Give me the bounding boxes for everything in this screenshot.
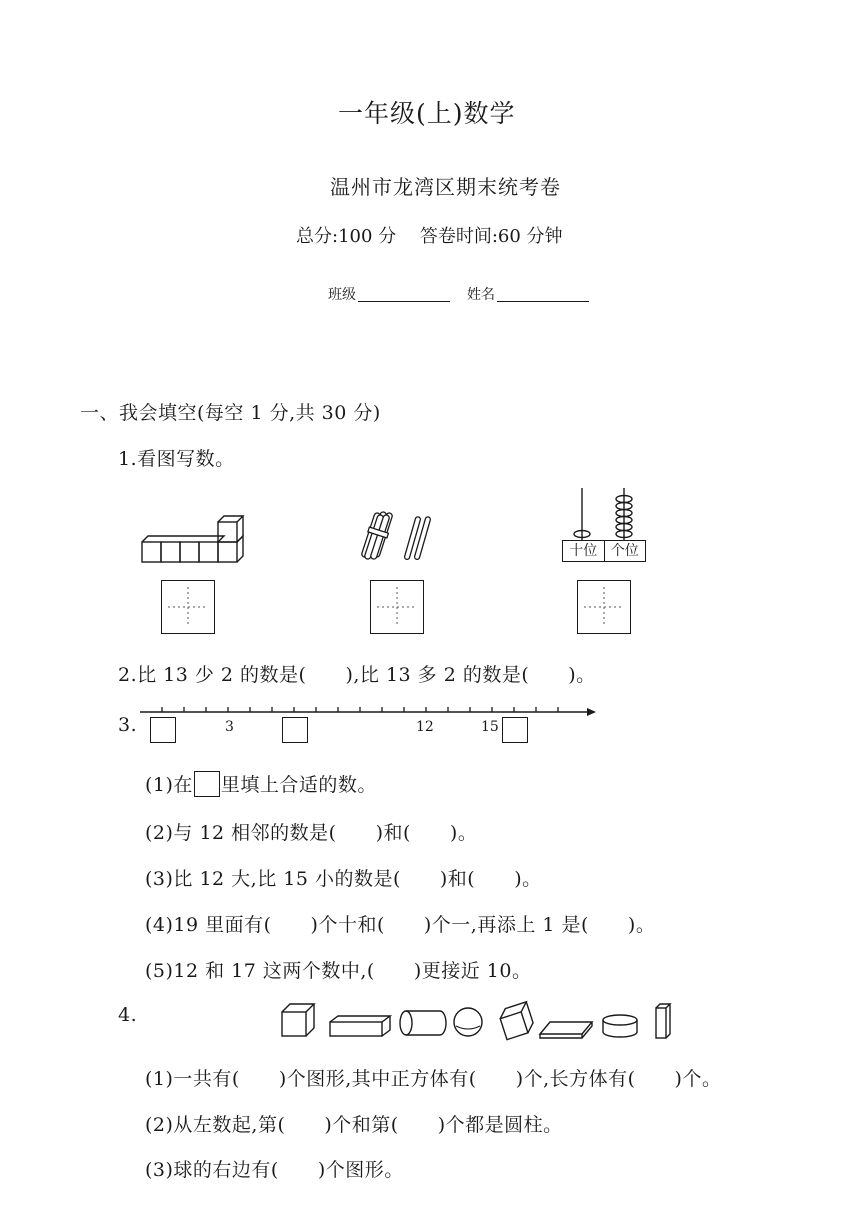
cylinder-shape-1 (400, 1011, 446, 1035)
q1-text: 1.看图写数。 (118, 448, 235, 470)
tick-label-3: 3 (225, 719, 234, 735)
cube-shape-2 (498, 1002, 536, 1040)
q3-sub2: (2)与 12 相邻的数是( )和( )。 (145, 822, 478, 844)
cylinder-shape-2 (603, 1015, 637, 1037)
q3-sub1-text-b: 里填上合适的数。 (220, 774, 377, 796)
section-heading: 一、我会填空(每空 1 分,共 30 分) (80, 402, 381, 424)
abacus-tens-label: 十位 (563, 541, 605, 561)
q2-text: 2.比 13 少 2 的数是( ),比 13 多 2 的数是( )。 (118, 664, 596, 686)
q3-sub1-text-a: (1)在 (145, 774, 193, 796)
tick-label-12: 12 (416, 719, 434, 735)
exam-meta: 总分:100 分 答卷时间:60 分钟 (296, 226, 563, 247)
sphere-shape (454, 1008, 482, 1036)
exam-subtitle: 温州市龙湾区期末统考卷 (330, 175, 561, 199)
numberline-box-1[interactable] (150, 717, 176, 743)
q3-sub5: (5)12 和 17 这两个数中,( )更接近 10。 (145, 960, 532, 982)
inline-box-icon (194, 771, 220, 797)
cuboid-shape-3 (656, 1004, 670, 1038)
q4-sub3: (3)球的右边有( )个图形。 (145, 1159, 404, 1181)
number-line-arrow-icon (587, 708, 596, 716)
cube-shape-1 (282, 1004, 314, 1036)
q4-sub1: (1)一共有( )个图形,其中正方体有( )个,长方体有( )个。 (145, 1068, 722, 1090)
class-label: 班级 (328, 287, 356, 303)
cuboid-shape-2 (540, 1022, 592, 1038)
cuboid-shape-1 (330, 1016, 390, 1036)
q3-sub1 (145, 770, 377, 797)
numberline-box-3[interactable] (502, 717, 528, 743)
q4-number: 4. (118, 1004, 138, 1026)
solid-shapes-figure (280, 1000, 680, 1042)
tick-label-15: 15 (481, 719, 499, 735)
q3-sub3: (3)比 12 大,比 15 小的数是( )和( )。 (145, 868, 542, 890)
numberline-box-2[interactable] (282, 717, 308, 743)
q3-sub4: (4)19 里面有( )个十和( )个一,再添上 1 是( )。 (145, 914, 656, 936)
q4-sub2: (2)从左数起,第( )个和第( )个都是圆柱。 (145, 1114, 563, 1136)
abacus-ones-label: 个位 (610, 543, 639, 559)
name-label: 姓名 (467, 287, 495, 303)
q3-number: 3. (118, 714, 138, 736)
page-title: 一年级(上)数学 (338, 99, 516, 128)
